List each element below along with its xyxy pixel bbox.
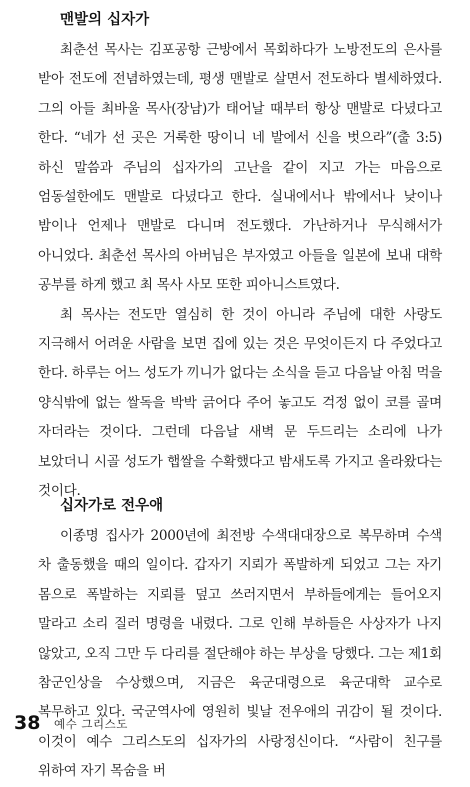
paragraph: 이종명 집사가 2000년에 최전방 수색대대장으로 복무하며 수색 차 출동했을 때의 일이다. 갑자기 지뢰가 폭발하게 되었고 그는 자기 몸으로 폭발하는 지뢰를 덮고 쓰러지면서 부하들에게는 들어오지 말라고 소리 질러 명령을 내렸다. 그로 인해 부하들은 사상자가 나지 않았고, 오직 그만 두 다리를 절단해야 하는 부상을 당했다. 그는 제1회 참군인상을 수상했으며, 지금은 육군대령으로 육군대학 교수로 복무하고 있다. 국군역사에 영원히 빛날 전우애의 귀감이 될 것이다. 이것이 예수 그리스도의 십자가의 사랑정신이다. “사람이 친구를 위하여 자기 목숨을 버 (38, 528, 442, 780)
page-number: 38 (14, 712, 41, 734)
section-heading-barefoot-cross: 맨발의 십자가 (60, 12, 150, 28)
paragraph: 최춘선 목사는 김포공항 근방에서 목회하다가 노방전도의 은사를 받아 전도에 전념하였는데, 평생 맨발로 살면서 전도하다 별세하였다. 그의 아들 최바울 목사(장남)가 태어날 때부터 항상 맨발로 다녔다고 한다. “네가 선 곳은 거룩한 땅이니 네 발에서 신을 벗으라”(출 3:5) 하신 말씀과 주님의 십자가의 고난을 같이 지고 가는 마음으로 엄동설한에도 맨발로 다녔다고 한다. 실내에서나 밖에서나 낮이나 밤이나 언제나 맨발로 다니며 전도했다. 가난하거나 무식해서가 아니었다. 최춘선 목사의 아버님은 부자였고 아들을 일본에 보내 대학 공부를 하게 했고 최 목사 사모 또한 피아니스트였다. (38, 42, 442, 294)
running-title: 예수 그리스도 (54, 717, 128, 731)
section-body-barefoot-cross (38, 36, 442, 507)
page-footer (0, 710, 470, 740)
paragraph: 최 목사는 전도만 열심히 한 것이 아니라 주님에 대한 사랑도 지극해서 어려운 사람을 보면 집에 있는 것은 무엇이든지 다 주었다고 한다. 하루는 어느 성도가 끼니가 없다는 소식을 듣고 다음날 아침 먹을 양식밖에 없는 쌀독을 박박 긁어다 주어 놓고도 걱정 없이 코를 골며 자더라는 것이다. 그런데 다음날 새벽 문 두드리는 소리에 나가 보았더니 시골 성도가 햅쌀을 수확했다고 밤새도록 가지고 올라왔다는 것이다. (38, 306, 442, 500)
section-body-comradeship (38, 522, 442, 787)
section-heading-comradeship: 십자가로 전우애 (60, 498, 164, 514)
